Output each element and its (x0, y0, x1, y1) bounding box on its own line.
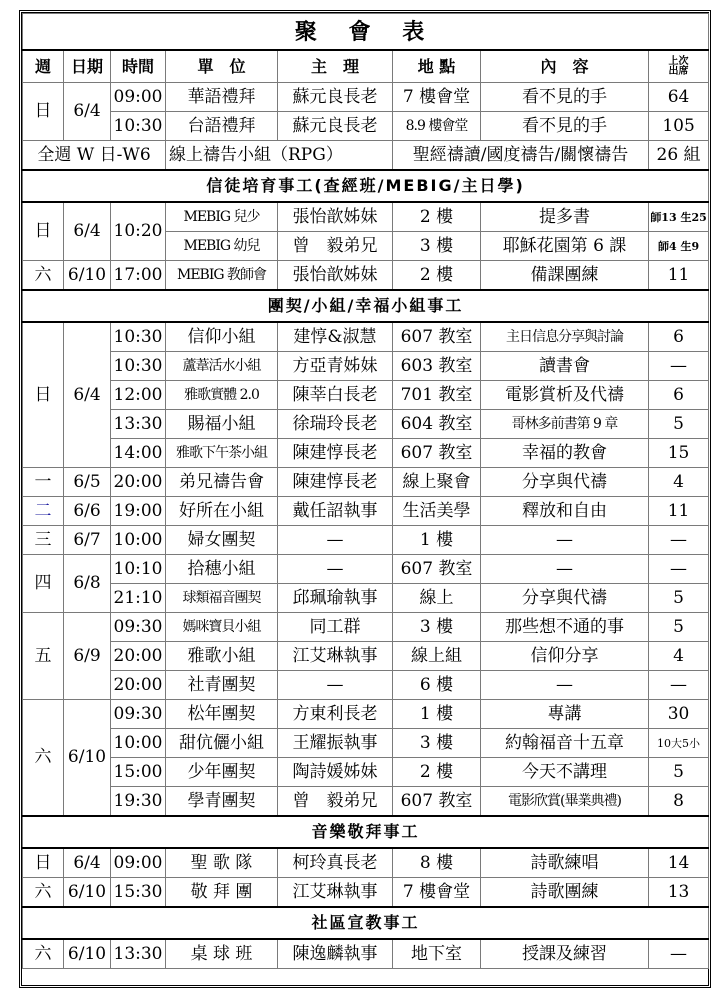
host-cell: 江艾琳執事 (278, 642, 393, 671)
table-row (23, 497, 709, 526)
unit-cell: MEBIG 教師會 (166, 261, 278, 291)
attendance-cell: 30 (649, 700, 709, 729)
table-row (23, 141, 709, 171)
content-cell: 幸福的教會 (481, 439, 649, 468)
table-row (23, 729, 709, 758)
attendance-cell: 8 (649, 787, 709, 817)
table-row (23, 939, 709, 969)
unit-cell: 台語禮拜 (166, 112, 278, 141)
time-cell: 10:00 (111, 729, 166, 758)
week-cell: 三 (23, 526, 64, 555)
host-cell: 邱珮瑜執事 (278, 584, 393, 613)
header-host: 主 理 (278, 50, 393, 83)
date-cell: 6/10 (64, 261, 111, 291)
time-cell: 09:00 (111, 848, 166, 878)
place-cell: 8.9 樓會堂 (393, 112, 481, 141)
attendance-cell: 6 (649, 322, 709, 352)
table-row (23, 878, 709, 908)
unit-cell: MEBIG 幼兒 (166, 232, 278, 261)
place-cell: 8 樓 (393, 848, 481, 878)
content-cell: 耶穌花園第 6 課 (481, 232, 649, 261)
time-cell: 20:00 (111, 671, 166, 700)
unit-cell: 聖 歌 隊 (166, 848, 278, 878)
attendance-cell: 64 (649, 83, 709, 112)
content-cell: 專講 (481, 700, 649, 729)
host-cell: 陳莘白長老 (278, 381, 393, 410)
attendance-cell: 5 (649, 758, 709, 787)
section-title: 信徒培育事工(查經班/MEBIG/主日學) (23, 170, 709, 202)
unit-cell: 社青團契 (166, 671, 278, 700)
time-cell: 09:30 (111, 613, 166, 642)
attendance-cell: 10大5小 (649, 729, 709, 758)
unit-cell: 弟兄禱告會 (166, 468, 278, 497)
host-cell: 方亞青姊妹 (278, 352, 393, 381)
time-cell: 12:00 (111, 381, 166, 410)
attendance-cell: 105 (649, 112, 709, 141)
week-cell: 一 (23, 468, 64, 497)
week-cell: 六 (23, 939, 64, 969)
time-cell: 13:30 (111, 410, 166, 439)
place-cell: 生活美學 (393, 497, 481, 526)
unit-cell: MEBIG 兒少 (166, 202, 278, 232)
unit-cell: 敬 拜 團 (166, 878, 278, 908)
place-cell: 3 樓 (393, 729, 481, 758)
date-cell: 6/10 (64, 939, 111, 969)
host-cell: 戴任詔執事 (278, 497, 393, 526)
table-row (23, 261, 709, 291)
table-row (23, 352, 709, 381)
place-cell: 地下室 (393, 939, 481, 969)
content-cell: 備課團練 (481, 261, 649, 291)
content-cell: 授課及練習 (481, 939, 649, 969)
attendance-cell: — (649, 671, 709, 700)
date-cell: 6/4 (64, 83, 111, 141)
prayer-content-cell: 聖經禱讀/國度禱告/關懷禱告 (393, 141, 649, 171)
attendance-cell: 11 (649, 261, 709, 291)
host-cell: 曾 毅弟兄 (278, 232, 393, 261)
place-cell: 3 樓 (393, 232, 481, 261)
host-cell: 陳逸麟執事 (278, 939, 393, 969)
place-cell: 2 樓 (393, 202, 481, 232)
time-cell: 10:30 (111, 112, 166, 141)
place-cell: 線上聚會 (393, 468, 481, 497)
place-cell: 7 樓會堂 (393, 83, 481, 112)
unit-cell: 婦女團契 (166, 526, 278, 555)
table-row (23, 758, 709, 787)
header-last-line1: 上次 (668, 55, 689, 67)
host-cell: 徐瑞玲長老 (278, 410, 393, 439)
host-cell: 陳建惇長老 (278, 439, 393, 468)
content-cell: 分享與代禱 (481, 584, 649, 613)
header-last-line2: 出席 (668, 65, 689, 77)
date-cell: 6/10 (64, 878, 111, 908)
section-header-row (23, 290, 709, 322)
time-cell: 09:30 (111, 700, 166, 729)
content-cell: — (481, 526, 649, 555)
meeting-schedule-table (22, 13, 709, 969)
attendance-cell: 4 (649, 468, 709, 497)
date-cell: 6/6 (64, 497, 111, 526)
header-last-attendance (649, 50, 709, 83)
attendance-cell: 師4 生9 (649, 232, 709, 261)
unit-cell: 拾穗小組 (166, 555, 278, 584)
time-cell: 13:30 (111, 939, 166, 969)
unit-cell: 信仰小組 (166, 322, 278, 352)
section-header-row (23, 816, 709, 848)
header-row (23, 50, 709, 83)
unit-cell: 少年團契 (166, 758, 278, 787)
content-cell: 分享與代禱 (481, 468, 649, 497)
date-cell: 6/4 (64, 202, 111, 261)
place-cell: 701 教室 (393, 381, 481, 410)
content-cell: 那些想不通的事 (481, 613, 649, 642)
content-cell: 電影賞析及代禱 (481, 381, 649, 410)
time-cell: 15:00 (111, 758, 166, 787)
time-cell: 20:00 (111, 468, 166, 497)
content-cell: 詩歌團練 (481, 878, 649, 908)
unit-cell: 好所在小組 (166, 497, 278, 526)
unit-cell: 媽咪寶貝小組 (166, 613, 278, 642)
host-cell: 同工群 (278, 613, 393, 642)
header-content: 內 容 (481, 50, 649, 83)
week-cell: 日 (23, 202, 64, 261)
host-cell: 張怡歆姊妹 (278, 202, 393, 232)
table-row (23, 322, 709, 352)
table-row (23, 468, 709, 497)
week-cell: 四 (23, 555, 64, 613)
header-week: 週 (23, 50, 64, 83)
date-cell: 6/10 (64, 700, 111, 817)
host-cell: — (278, 555, 393, 584)
section-header-row (23, 170, 709, 202)
date-cell: 6/4 (64, 322, 111, 468)
header-unit: 單 位 (166, 50, 278, 83)
header-time: 時間 (111, 50, 166, 83)
attendance-cell: 5 (649, 584, 709, 613)
content-cell: 今天不講理 (481, 758, 649, 787)
unit-cell: 松年團契 (166, 700, 278, 729)
table-row (23, 439, 709, 468)
table-row (23, 202, 709, 232)
attendance-cell: 5 (649, 613, 709, 642)
table-row (23, 642, 709, 671)
place-cell: 603 教室 (393, 352, 481, 381)
table-row (23, 410, 709, 439)
host-cell: 王耀振執事 (278, 729, 393, 758)
host-cell: 陶詩媛姊妹 (278, 758, 393, 787)
date-cell: 6/8 (64, 555, 111, 613)
place-cell: 1 樓 (393, 700, 481, 729)
time-cell: 10:10 (111, 555, 166, 584)
meeting-schedule-frame (19, 10, 711, 988)
time-cell: 20:00 (111, 642, 166, 671)
content-cell: 主日信息分享與討論 (481, 322, 649, 352)
content-cell: 提多書 (481, 202, 649, 232)
place-cell: 6 樓 (393, 671, 481, 700)
content-cell: — (481, 671, 649, 700)
header-date: 日期 (64, 50, 111, 83)
place-cell: 604 教室 (393, 410, 481, 439)
content-cell: 約翰福音十五章 (481, 729, 649, 758)
date-cell: 6/9 (64, 613, 111, 700)
time-cell: 10:20 (111, 202, 166, 261)
week-cell: 五 (23, 613, 64, 700)
header-place: 地 點 (393, 50, 481, 83)
attendance-cell: — (649, 526, 709, 555)
host-cell: 建惇&淑慧 (278, 322, 393, 352)
host-cell: — (278, 671, 393, 700)
time-cell: 21:10 (111, 584, 166, 613)
host-cell: 江艾琳執事 (278, 878, 393, 908)
unit-cell: 賜福小組 (166, 410, 278, 439)
attendance-cell: — (649, 939, 709, 969)
unit-cell: 蘆葦活水小組 (166, 352, 278, 381)
table-row (23, 700, 709, 729)
attendance-cell: 4 (649, 642, 709, 671)
content-cell: 信仰分享 (481, 642, 649, 671)
content-cell: 釋放和自由 (481, 497, 649, 526)
host-cell: 曾 毅弟兄 (278, 787, 393, 817)
table-row (23, 83, 709, 112)
table-row (23, 555, 709, 584)
attendance-cell: 11 (649, 497, 709, 526)
attendance-cell: 14 (649, 848, 709, 878)
attendance-cell: — (649, 352, 709, 381)
section-title: 音樂敬拜事工 (23, 816, 709, 848)
week-cell: 六 (23, 261, 64, 291)
table-row (23, 112, 709, 141)
week-cell: 日 (23, 848, 64, 878)
place-cell: 607 教室 (393, 439, 481, 468)
date-cell: 6/4 (64, 848, 111, 878)
time-cell: 17:00 (111, 261, 166, 291)
content-cell: — (481, 555, 649, 584)
time-cell: 10:30 (111, 352, 166, 381)
table-row (23, 848, 709, 878)
week-cell: 六 (23, 878, 64, 908)
unit-cell: 雅歌實體 2.0 (166, 381, 278, 410)
section-header-row (23, 907, 709, 939)
prayer-when-cell: 全週 W 日-W6 (23, 141, 166, 171)
unit-cell: 甜伉儷小組 (166, 729, 278, 758)
date-cell: 6/5 (64, 468, 111, 497)
time-cell: 14:00 (111, 439, 166, 468)
place-cell: 線上 (393, 584, 481, 613)
time-cell: 15:30 (111, 878, 166, 908)
content-cell: 看不見的手 (481, 83, 649, 112)
table-row (23, 613, 709, 642)
place-cell: 607 教室 (393, 322, 481, 352)
unit-cell: 雅歌小組 (166, 642, 278, 671)
unit-cell: 桌 球 班 (166, 939, 278, 969)
time-cell: 10:30 (111, 322, 166, 352)
place-cell: 7 樓會堂 (393, 878, 481, 908)
content-cell: 電影欣賞(畢業典禮) (481, 787, 649, 817)
attendance-cell: 5 (649, 410, 709, 439)
table-row (23, 584, 709, 613)
content-cell: 哥林多前書第 9 章 (481, 410, 649, 439)
week-cell: 六 (23, 700, 64, 817)
unit-cell: 雅歌下午茶小組 (166, 439, 278, 468)
time-cell: 19:30 (111, 787, 166, 817)
attendance-cell: — (649, 555, 709, 584)
table-row (23, 671, 709, 700)
host-cell: 方東利長老 (278, 700, 393, 729)
attendance-cell: 15 (649, 439, 709, 468)
place-cell: 1 樓 (393, 526, 481, 555)
content-cell: 詩歌練唱 (481, 848, 649, 878)
table-row (23, 381, 709, 410)
place-cell: 607 教室 (393, 787, 481, 817)
unit-cell: 學青團契 (166, 787, 278, 817)
place-cell: 2 樓 (393, 261, 481, 291)
host-cell: 柯玲真長老 (278, 848, 393, 878)
content-cell: 讀書會 (481, 352, 649, 381)
host-cell: 張怡歆姊妹 (278, 261, 393, 291)
unit-cell: 華語禮拜 (166, 83, 278, 112)
attendance-cell: 13 (649, 878, 709, 908)
week-cell: 日 (23, 83, 64, 141)
place-cell: 2 樓 (393, 758, 481, 787)
time-cell: 10:00 (111, 526, 166, 555)
attendance-cell: 26 組 (649, 141, 709, 171)
table-row (23, 526, 709, 555)
table-row (23, 787, 709, 817)
attendance-cell: 6 (649, 381, 709, 410)
prayer-unit-cell: 線上禱告小組（RPG） (166, 141, 393, 171)
host-cell: — (278, 526, 393, 555)
date-cell: 6/7 (64, 526, 111, 555)
place-cell: 線上組 (393, 642, 481, 671)
place-cell: 607 教室 (393, 555, 481, 584)
time-cell: 09:00 (111, 83, 166, 112)
page-title: 聚 會 表 (23, 14, 709, 51)
host-cell: 陳建惇長老 (278, 468, 393, 497)
week-cell: 二 (23, 497, 64, 526)
host-cell: 蘇元良長老 (278, 112, 393, 141)
host-cell: 蘇元良長老 (278, 83, 393, 112)
week-cell: 日 (23, 322, 64, 468)
attendance-cell: 師13 生25 (649, 202, 709, 232)
place-cell: 3 樓 (393, 613, 481, 642)
section-title: 團契/小組/幸福小組事工 (23, 290, 709, 322)
content-cell: 看不見的手 (481, 112, 649, 141)
time-cell: 19:00 (111, 497, 166, 526)
section-title: 社區宣教事工 (23, 907, 709, 939)
unit-cell: 球類福音團契 (166, 584, 278, 613)
